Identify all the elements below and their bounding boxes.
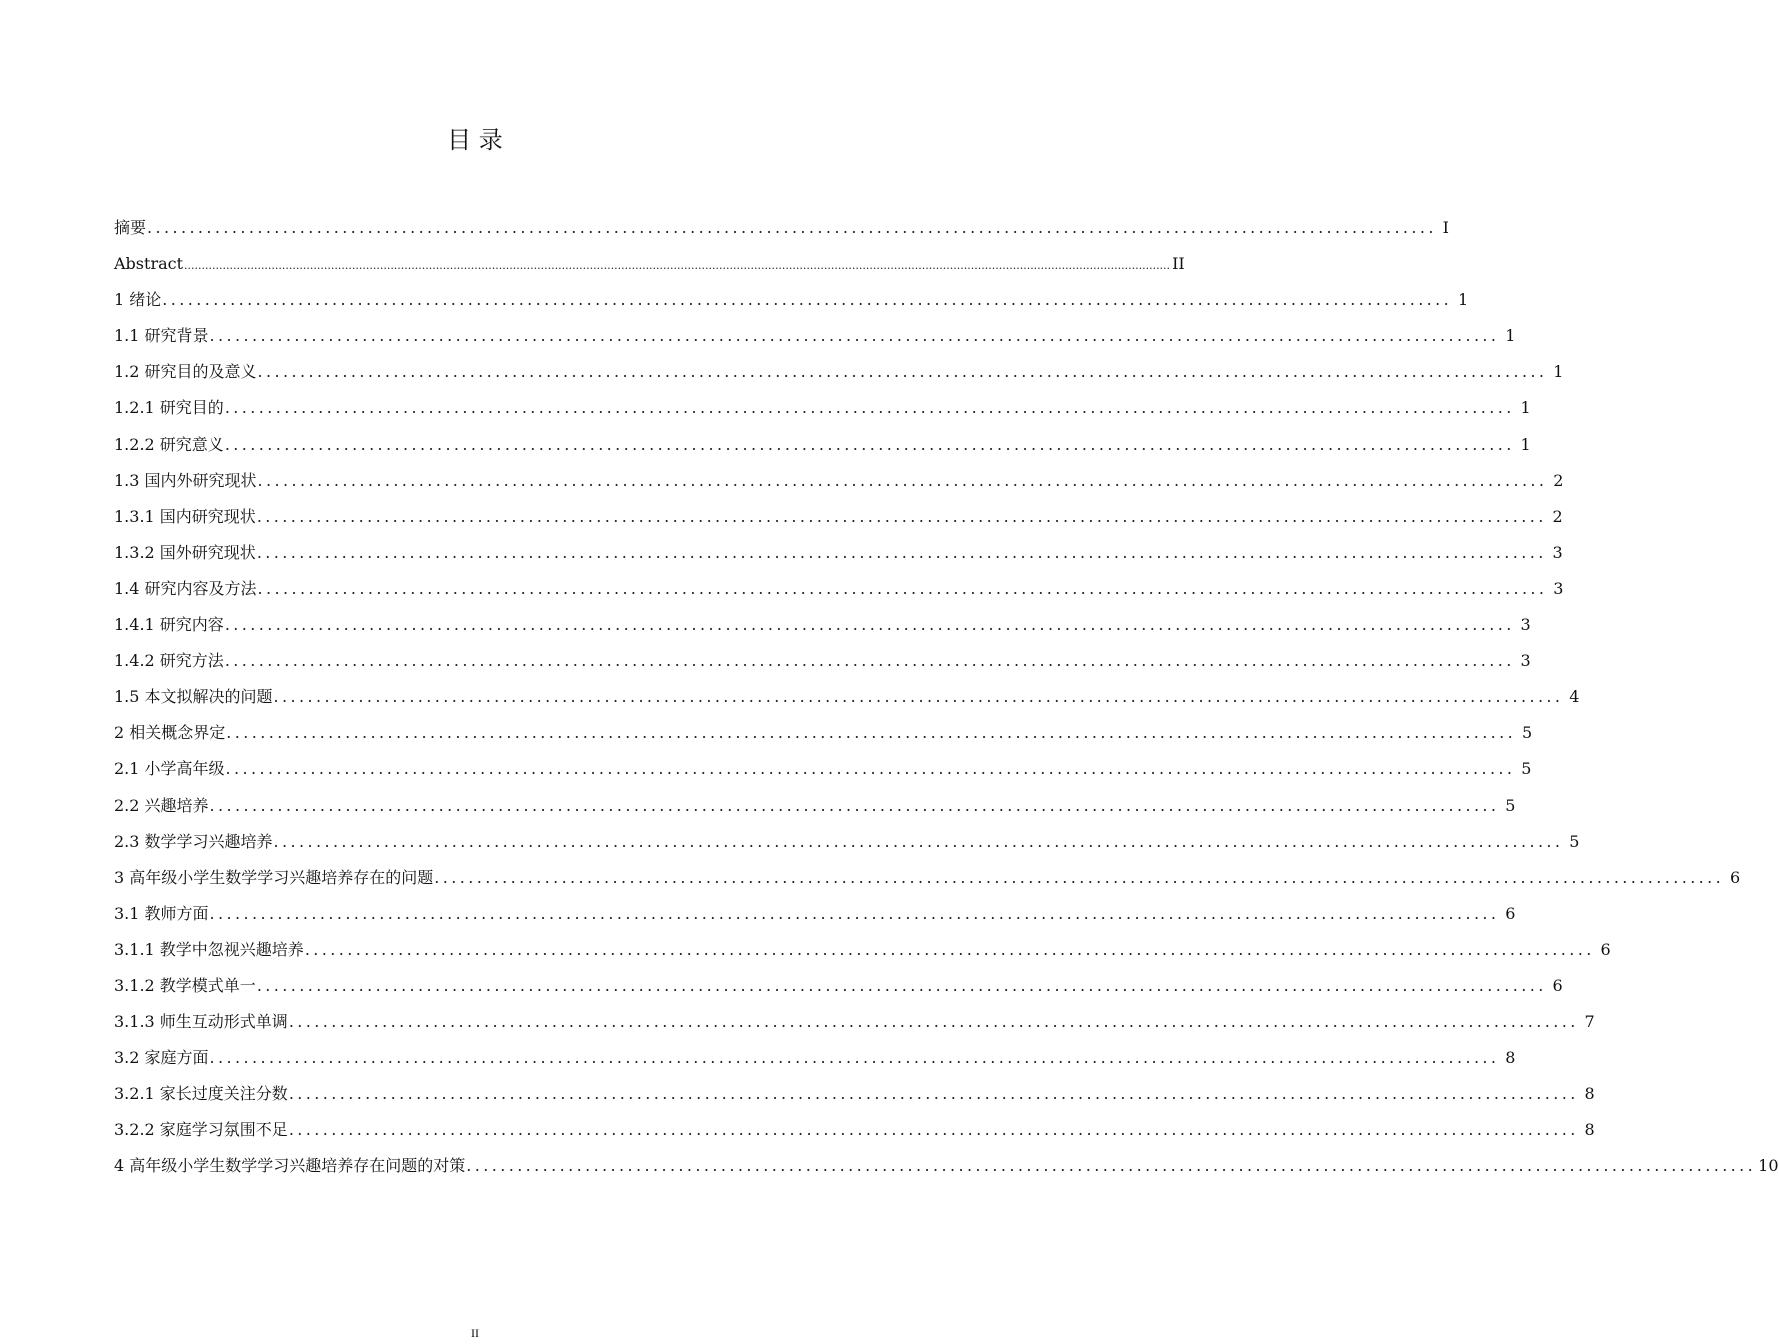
toc-entry-page: 5	[1505, 795, 1516, 815]
toc-entry[interactable]	[114, 715, 1533, 751]
toc-entry-text: 3.2 家庭方面	[114, 1048, 209, 1068]
toc-leader: ........................................................................................................................................................	[209, 1048, 1500, 1068]
toc-leader: ........................................................................................................................................................	[209, 326, 1500, 346]
toc-entry[interactable]	[114, 1112, 1595, 1148]
toc-entry-text: 3 高年级小学生数学学习兴趣培养存在的问题	[114, 867, 434, 887]
toc-entry-page: 8	[1505, 1048, 1516, 1068]
toc-entry[interactable]	[114, 1040, 1516, 1076]
toc-entry-text: 3.1.2 教学模式单一	[114, 975, 256, 995]
toc-entry[interactable]	[114, 571, 1564, 607]
toc-entry-page: 1	[1457, 290, 1469, 310]
toc-entry-text: 2.3 数学学习兴趣培养	[114, 831, 273, 851]
toc-leader: ........................................................................................................................................................	[257, 362, 1548, 382]
toc-entry-text: 1.3 国内外研究现状	[114, 470, 257, 490]
toc-leader: ........................................................................................................................................................	[225, 759, 1516, 779]
toc-entry-page: 6	[1505, 903, 1516, 923]
toc-entry[interactable]	[114, 463, 1564, 499]
toc-entry-page: I	[1442, 218, 1449, 237]
toc-leader: ........................................................................................................................................................	[224, 651, 1515, 671]
toc-leader: ........................................................................................................................................................	[273, 687, 1564, 707]
toc-leader: ........................................................................................................................................................	[288, 1084, 1579, 1104]
toc-entry-text: 1.2.2 研究意义	[114, 434, 224, 454]
toc-entry[interactable]	[114, 824, 1580, 860]
toc-entry-page: 1	[1553, 362, 1564, 382]
toc-leader: ........................................................................................................................................................	[256, 975, 1547, 995]
toc-leader: ........................................................................................................................................................	[434, 867, 1725, 887]
toc-entry[interactable]	[114, 1148, 1779, 1184]
toc-entry-text: 1.2 研究目的及意义	[114, 362, 257, 382]
toc-entry[interactable]	[114, 607, 1531, 643]
toc-leader: ........................................................................................................................................................	[257, 470, 1548, 490]
toc-leader: ........................................................................................................................................................	[224, 434, 1515, 454]
toc-entry-text: 1.5 本文拟解决的问题	[114, 687, 273, 707]
toc-leader: ........................................................................................................................................................	[288, 1012, 1579, 1032]
toc-entry-page: 8	[1584, 1120, 1595, 1140]
toc-leader: ........................................................................................................................................................	[226, 723, 1517, 743]
toc-entry-page: 5	[1521, 723, 1533, 743]
toc-leader: ........................................................................................................................................................	[147, 218, 1437, 237]
toc-entry[interactable]	[114, 679, 1580, 715]
toc-entry-text: 3.1 教师方面	[114, 903, 209, 923]
toc-entry-text: 摘要	[114, 218, 147, 237]
toc-entry[interactable]	[114, 390, 1531, 426]
toc-leader: ........................................................................................................................................................	[224, 615, 1515, 635]
toc-entry-page: 8	[1584, 1084, 1595, 1104]
toc-entry-page: 10	[1758, 1156, 1779, 1176]
toc-entry-text: 2.1 小学高年级	[114, 759, 225, 779]
toc-entry[interactable]	[114, 1076, 1595, 1112]
toc-entry[interactable]	[114, 968, 1563, 1004]
table-of-contents	[114, 210, 1779, 1185]
toc-entry[interactable]	[114, 896, 1516, 932]
toc-leader: ........................................................................................................................................................	[162, 290, 1453, 310]
page-number: II	[471, 1326, 479, 1340]
toc-entry-text: 3.1.3 师生互动形式单调	[114, 1012, 288, 1032]
toc-entry-page: 6	[1600, 939, 1611, 959]
toc-entry[interactable]	[114, 1004, 1595, 1040]
toc-leader: ........................................................................................................................................................	[304, 939, 1595, 959]
toc-entry-text: 1.2.1 研究目的	[114, 398, 224, 418]
toc-entry-text: 2 相关概念界定	[114, 723, 226, 743]
toc-entry-abstract-cn[interactable]	[114, 210, 1449, 246]
toc-entry[interactable]	[114, 535, 1563, 571]
toc-entry[interactable]	[114, 499, 1563, 535]
toc-entry-page: 1	[1505, 326, 1516, 346]
toc-entry[interactable]	[114, 751, 1532, 787]
toc-leader: ........................................................................................................................................................	[224, 398, 1515, 418]
toc-leader: ........................................................................................................................................................	[466, 1156, 1757, 1176]
toc-entry-text: 3.1.1 教学中忽视兴趣培养	[114, 939, 304, 959]
toc-entry-text: 4 高年级小学生数学学习兴趣培养存在问题的对策	[114, 1156, 466, 1176]
toc-entry[interactable]	[114, 643, 1531, 679]
toc-entry-page: 6	[1552, 975, 1563, 995]
toc-entry[interactable]	[114, 427, 1531, 463]
toc-entry-page: 2	[1553, 470, 1564, 490]
toc-entry-page: 3	[1553, 578, 1564, 598]
toc-leader: ........................................................................................................................................................	[273, 831, 1564, 851]
toc-entry-page: 1	[1520, 398, 1531, 418]
toc-entry-page: 3	[1520, 615, 1531, 635]
toc-entry-page: 5	[1569, 831, 1580, 851]
toc-entry-page: 1	[1520, 434, 1531, 454]
toc-entry[interactable]	[114, 932, 1611, 968]
toc-entry-abstract-en[interactable]	[114, 246, 1185, 282]
toc-entry[interactable]	[114, 282, 1469, 318]
toc-entry[interactable]	[114, 860, 1741, 896]
toc-entry-text: 1.3.2 国外研究现状	[114, 542, 256, 562]
toc-entry[interactable]	[114, 318, 1516, 354]
toc-leader: ..........................................................................................................................................................................................................................................................................................	[184, 259, 1171, 273]
page-title: 目 录	[447, 126, 503, 154]
toc-entry-text: 1 绪论	[114, 290, 162, 310]
toc-entry-text: 3.2.1 家长过度关注分数	[114, 1084, 288, 1104]
toc-entry-text: 1.4.1 研究内容	[114, 615, 224, 635]
toc-entry-text: 1.4.2 研究方法	[114, 651, 224, 671]
toc-entry-text: 1.1 研究背景	[114, 326, 209, 346]
toc-entry-page: 6	[1729, 867, 1741, 887]
toc-leader: ........................................................................................................................................................	[288, 1120, 1579, 1140]
toc-entry-text: 1.3.1 国内研究现状	[114, 506, 256, 526]
toc-entry-page: 2	[1552, 506, 1563, 526]
toc-leader: ........................................................................................................................................................	[209, 903, 1500, 923]
toc-entry[interactable]	[114, 354, 1564, 390]
toc-entry[interactable]	[114, 788, 1516, 824]
toc-entry-page: 4	[1569, 687, 1580, 707]
toc-entry-text: 2.2 兴趣培养	[114, 795, 209, 815]
toc-entry-text: 3.2.2 家庭学习氛围不足	[114, 1120, 288, 1140]
toc-entry-text: Abstract	[114, 254, 184, 274]
toc-leader: ........................................................................................................................................................	[256, 542, 1547, 562]
toc-entry-page: 5	[1521, 759, 1532, 779]
toc-entry-page: 7	[1584, 1012, 1595, 1032]
toc-leader: ........................................................................................................................................................	[209, 795, 1500, 815]
toc-entry-page: 3	[1552, 542, 1563, 562]
toc-leader: ........................................................................................................................................................	[257, 578, 1548, 598]
toc-entry-text: 1.4 研究内容及方法	[114, 578, 257, 598]
toc-entry-page: II	[1172, 254, 1185, 274]
toc-leader: ........................................................................................................................................................	[256, 506, 1547, 526]
toc-entry-page: 3	[1520, 651, 1531, 671]
